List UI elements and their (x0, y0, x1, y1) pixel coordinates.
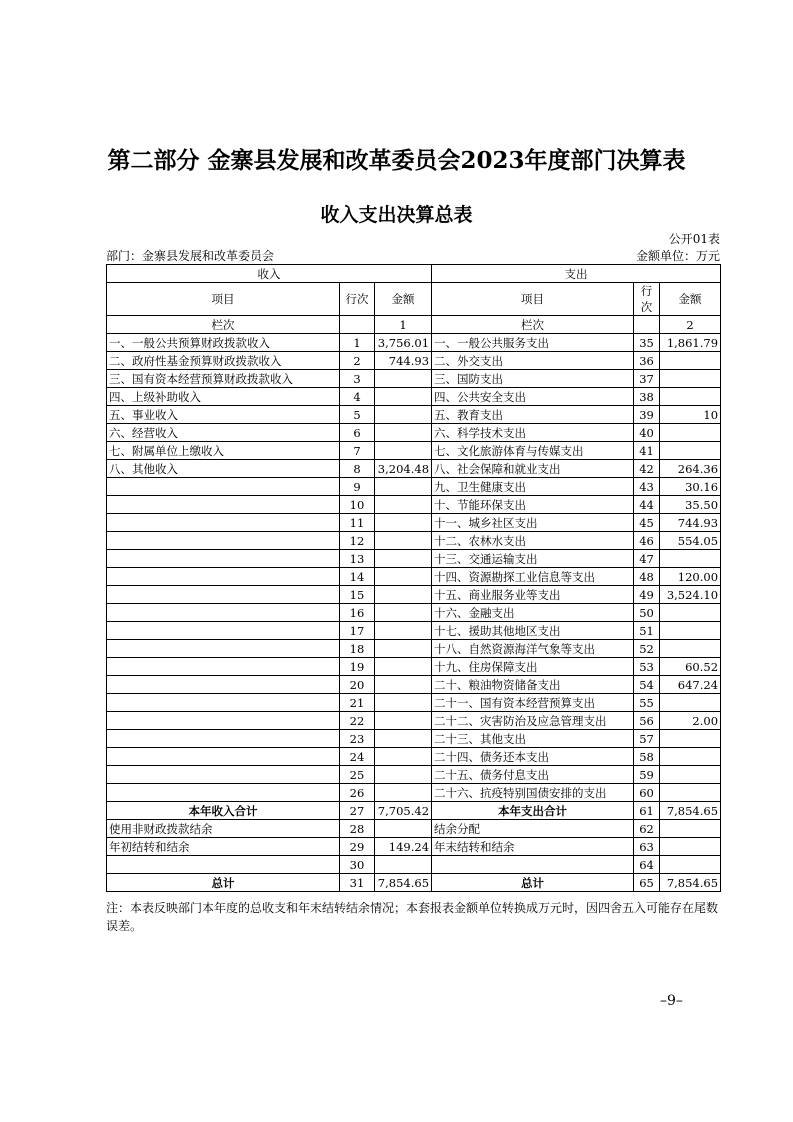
expense-item: 结余分配 (432, 820, 634, 838)
table-row (107, 766, 721, 784)
expense-item: 十三、交通运输支出 (432, 550, 634, 568)
table-row (107, 424, 721, 442)
expense-amount (660, 748, 721, 766)
expense-amount: 7,854.65 (660, 874, 721, 892)
income-amount-header: 金额 (375, 283, 432, 316)
expense-row-number: 59 (634, 766, 660, 784)
table-row (107, 730, 721, 748)
expense-item: 十六、金融支出 (432, 604, 634, 622)
income-item: 二、政府性基金预算财政拨款收入 (107, 352, 340, 370)
income-row-number: 2 (340, 352, 375, 370)
expense-item: 七、文化旅游体育与传媒支出 (432, 442, 634, 460)
expense-amount: 3,524.10 (660, 586, 721, 604)
expense-item: 二十三、其他支出 (432, 730, 634, 748)
income-item (107, 748, 340, 766)
expense-amount (660, 550, 721, 568)
expense-row-number: 48 (634, 568, 660, 586)
amount-unit-label: 金额单位：万元 (635, 249, 720, 263)
column-index-row (107, 316, 721, 334)
expense-row-number: 39 (634, 406, 660, 424)
income-item (107, 550, 340, 568)
expense-row-number: 44 (634, 496, 660, 514)
table-row (107, 856, 721, 874)
expense-row-number: 58 (634, 748, 660, 766)
income-row-number: 20 (340, 676, 375, 694)
expense-row-number: 57 (634, 730, 660, 748)
income-item: 八、其他收入 (107, 460, 340, 478)
income-row-number: 14 (340, 568, 375, 586)
column-header-row (107, 283, 721, 316)
expense-amount (660, 856, 721, 874)
footnote: 注：本表反映部门本年度的总收支和年末结转结余情况；本套报表金额单位转换成万元时，因四舍五入可能存在尾数误差。 (106, 901, 719, 933)
expense-amount (660, 388, 721, 406)
income-row-number: 15 (340, 586, 375, 604)
expense-amount-header: 金额 (660, 283, 721, 316)
expense-amount: 264.36 (660, 460, 721, 478)
table-row (107, 676, 721, 694)
income-row-number: 4 (340, 388, 375, 406)
expense-amount (660, 352, 721, 370)
expense-row-number: 51 (634, 622, 660, 640)
income-amount (375, 424, 432, 442)
expense-amount (660, 370, 721, 388)
expense-col-blank (634, 316, 660, 334)
subtotal-row (107, 802, 721, 820)
income-item: 总计 (107, 874, 340, 892)
income-row-number: 22 (340, 712, 375, 730)
table-title: 收入支出决算总表 (320, 204, 473, 226)
expense-row-number: 50 (634, 604, 660, 622)
income-amount (375, 694, 432, 712)
income-item: 七、附属单位上缴收入 (107, 442, 340, 460)
income-item (107, 514, 340, 532)
income-amount (375, 748, 432, 766)
expense-item: 二十六、抗疫特别国债安排的支出 (432, 784, 634, 802)
expense-item: 八、社会保障和就业支出 (432, 460, 634, 478)
expense-row-number: 55 (634, 694, 660, 712)
table-row (107, 694, 721, 712)
expense-item: 十八、自然资源海洋气象等支出 (432, 640, 634, 658)
income-amount (375, 496, 432, 514)
income-amount (375, 442, 432, 460)
income-row-number: 28 (340, 820, 375, 838)
income-item (107, 532, 340, 550)
income-amount (375, 514, 432, 532)
income-row-number: 8 (340, 460, 375, 478)
expense-row-number: 65 (634, 874, 660, 892)
expense-item: 十七、援助其他地区支出 (432, 622, 634, 640)
expense-row-number: 47 (634, 550, 660, 568)
table-row (107, 568, 721, 586)
table-row (107, 478, 721, 496)
income-row-number: 17 (340, 622, 375, 640)
income-col-blank (340, 316, 375, 334)
table-row (107, 712, 721, 730)
expense-amount: 60.52 (660, 658, 721, 676)
table-row (107, 370, 721, 388)
income-row-number: 5 (340, 406, 375, 424)
income-section-header: 收入 (107, 265, 432, 283)
income-item (107, 640, 340, 658)
expense-item: 二十五、债务付息支出 (432, 766, 634, 784)
income-row-number: 26 (340, 784, 375, 802)
income-row-number: 30 (340, 856, 375, 874)
table-row (107, 586, 721, 604)
expense-amount: 7,854.65 (660, 802, 721, 820)
income-amount: 3,756.01 (375, 334, 432, 352)
expense-row-number: 53 (634, 658, 660, 676)
income-item: 四、上级补助收入 (107, 388, 340, 406)
income-item-header: 项目 (107, 283, 340, 316)
expense-item: 十、节能环保支出 (432, 496, 634, 514)
income-amount (375, 568, 432, 586)
expense-item: 二十、粮油物资储备支出 (432, 676, 634, 694)
expense-row-number: 40 (634, 424, 660, 442)
income-item (107, 730, 340, 748)
expense-col-index: 2 (660, 316, 721, 334)
income-row-number: 19 (340, 658, 375, 676)
income-row-number: 7 (340, 442, 375, 460)
income-amount (375, 586, 432, 604)
expense-col-label: 栏次 (432, 316, 634, 334)
income-item (107, 604, 340, 622)
expense-item: 一、一般公共服务支出 (432, 334, 634, 352)
table-row (107, 784, 721, 802)
expense-item: 总计 (432, 874, 634, 892)
expense-amount (660, 622, 721, 640)
income-row-number: 13 (340, 550, 375, 568)
income-amount: 3,204.48 (375, 460, 432, 478)
table-row (107, 352, 721, 370)
income-item: 使用非财政拨款结余 (107, 820, 340, 838)
expense-item: 十二、农林水支出 (432, 532, 634, 550)
expense-item: 三、国防支出 (432, 370, 634, 388)
income-item (107, 586, 340, 604)
table-row (107, 334, 721, 352)
income-amount: 149.24 (375, 838, 432, 856)
income-amount (375, 532, 432, 550)
expense-item: 二十四、债务还本支出 (432, 748, 634, 766)
income-row-number: 31 (340, 874, 375, 892)
expense-amount: 2.00 (660, 712, 721, 730)
expense-amount (660, 838, 721, 856)
income-item (107, 478, 340, 496)
income-amount (375, 784, 432, 802)
table-row (107, 658, 721, 676)
expense-amount (660, 424, 721, 442)
expense-row-number: 60 (634, 784, 660, 802)
income-item: 六、经营收入 (107, 424, 340, 442)
table-row (107, 604, 721, 622)
income-amount (375, 622, 432, 640)
expense-item: 十五、商业服务业等支出 (432, 586, 634, 604)
expense-item (432, 856, 634, 874)
income-amount (375, 658, 432, 676)
expense-amount (660, 640, 721, 658)
expense-item-header: 项目 (432, 283, 634, 316)
table-row (107, 514, 721, 532)
expense-section-header: 支出 (432, 265, 721, 283)
table-row (107, 388, 721, 406)
section-header-row (107, 265, 721, 283)
income-item (107, 676, 340, 694)
expense-item: 本年支出合计 (432, 802, 634, 820)
expense-amount (660, 604, 721, 622)
expense-amount: 35.50 (660, 496, 721, 514)
expense-rowno-header: 行 次 (634, 283, 660, 316)
income-item (107, 622, 340, 640)
income-row-number: 1 (340, 334, 375, 352)
income-item (107, 784, 340, 802)
expense-amount (660, 784, 721, 802)
income-item: 一、一般公共预算财政拨款收入 (107, 334, 340, 352)
income-row-number: 10 (340, 496, 375, 514)
income-item: 年初结转和结余 (107, 838, 340, 856)
income-row-number: 3 (340, 370, 375, 388)
income-row-number: 12 (340, 532, 375, 550)
income-row-number: 23 (340, 730, 375, 748)
income-row-number: 11 (340, 514, 375, 532)
form-number: 公开01表 (668, 232, 720, 246)
income-item (107, 658, 340, 676)
income-item: 本年收入合计 (107, 802, 340, 820)
income-col-index: 1 (375, 316, 432, 334)
expense-item: 十四、资源勘探工业信息等支出 (432, 568, 634, 586)
income-amount: 7,854.65 (375, 874, 432, 892)
department-label: 部门：金寨县发展和改革委员会 (106, 249, 275, 263)
expense-item: 二十二、灾害防治及应急管理支出 (432, 712, 634, 730)
income-amount (375, 388, 432, 406)
income-amount (375, 820, 432, 838)
income-amount: 744.93 (375, 352, 432, 370)
expense-row-number: 49 (634, 586, 660, 604)
expense-row-number: 38 (634, 388, 660, 406)
income-amount (375, 370, 432, 388)
income-item (107, 712, 340, 730)
expense-row-number: 36 (634, 352, 660, 370)
expense-row-number: 62 (634, 820, 660, 838)
table-row (107, 442, 721, 460)
income-item (107, 766, 340, 784)
expense-amount (660, 820, 721, 838)
table-row (107, 622, 721, 640)
income-item: 三、国有资本经营预算财政拨款收入 (107, 370, 340, 388)
income-amount (375, 712, 432, 730)
page-number: –9– (660, 993, 683, 1009)
income-amount (375, 406, 432, 424)
income-amount (375, 676, 432, 694)
expense-row-number: 63 (634, 838, 660, 856)
income-amount (375, 550, 432, 568)
expense-item: 五、教育支出 (432, 406, 634, 424)
income-amount: 7,705.42 (375, 802, 432, 820)
income-col-label: 栏次 (107, 316, 340, 334)
expense-amount (660, 694, 721, 712)
income-row-number: 29 (340, 838, 375, 856)
expense-amount: 30.16 (660, 478, 721, 496)
income-row-number: 25 (340, 766, 375, 784)
expense-amount: 647.24 (660, 676, 721, 694)
table-row (107, 550, 721, 568)
expense-amount: 1,861.79 (660, 334, 721, 352)
income-row-number: 9 (340, 478, 375, 496)
expense-row-number: 45 (634, 514, 660, 532)
income-amount (375, 766, 432, 784)
expense-amount (660, 766, 721, 784)
expense-item: 二、外交支出 (432, 352, 634, 370)
income-row-number: 24 (340, 748, 375, 766)
income-row-number: 18 (340, 640, 375, 658)
expense-row-number: 42 (634, 460, 660, 478)
table-row (107, 640, 721, 658)
expense-row-number: 43 (634, 478, 660, 496)
expense-row-number: 52 (634, 640, 660, 658)
income-rowno-header: 行次 (340, 283, 375, 316)
table-row (107, 532, 721, 550)
expense-row-number: 41 (634, 442, 660, 460)
expense-amount: 744.93 (660, 514, 721, 532)
income-item (107, 496, 340, 514)
total-row (107, 874, 721, 892)
table-row (107, 838, 721, 856)
expense-item: 年末结转和结余 (432, 838, 634, 856)
expense-row-number: 46 (634, 532, 660, 550)
expense-row-number: 37 (634, 370, 660, 388)
income-row-number: 16 (340, 604, 375, 622)
expense-item: 十九、住房保障支出 (432, 658, 634, 676)
income-row-number: 21 (340, 694, 375, 712)
expense-row-number: 64 (634, 856, 660, 874)
page-title: 第二部分 金寨县发展和改革委员会2023年度部门决算表 (107, 147, 686, 174)
expense-amount: 10 (660, 406, 721, 424)
expense-item: 四、公共安全支出 (432, 388, 634, 406)
expense-item: 六、科学技术支出 (432, 424, 634, 442)
income-amount (375, 856, 432, 874)
table-row (107, 748, 721, 766)
expense-amount (660, 442, 721, 460)
expense-row-number: 56 (634, 712, 660, 730)
table-row (107, 460, 721, 478)
income-amount (375, 604, 432, 622)
expense-item: 十一、城乡社区支出 (432, 514, 634, 532)
expense-amount (660, 730, 721, 748)
expense-row-number: 54 (634, 676, 660, 694)
expense-amount: 554.05 (660, 532, 721, 550)
expense-row-number: 35 (634, 334, 660, 352)
table-row (107, 406, 721, 424)
expense-item: 二十一、国有资本经营预算支出 (432, 694, 634, 712)
expense-item: 九、卫生健康支出 (432, 478, 634, 496)
income-item: 五、事业收入 (107, 406, 340, 424)
expense-amount: 120.00 (660, 568, 721, 586)
income-expense-table (106, 264, 721, 892)
income-row-number: 27 (340, 802, 375, 820)
income-row-number: 6 (340, 424, 375, 442)
income-item (107, 856, 340, 874)
income-amount (375, 478, 432, 496)
income-amount (375, 640, 432, 658)
table-row (107, 820, 721, 838)
income-amount (375, 730, 432, 748)
expense-row-number: 61 (634, 802, 660, 820)
table-row (107, 496, 721, 514)
income-item (107, 568, 340, 586)
income-item (107, 694, 340, 712)
